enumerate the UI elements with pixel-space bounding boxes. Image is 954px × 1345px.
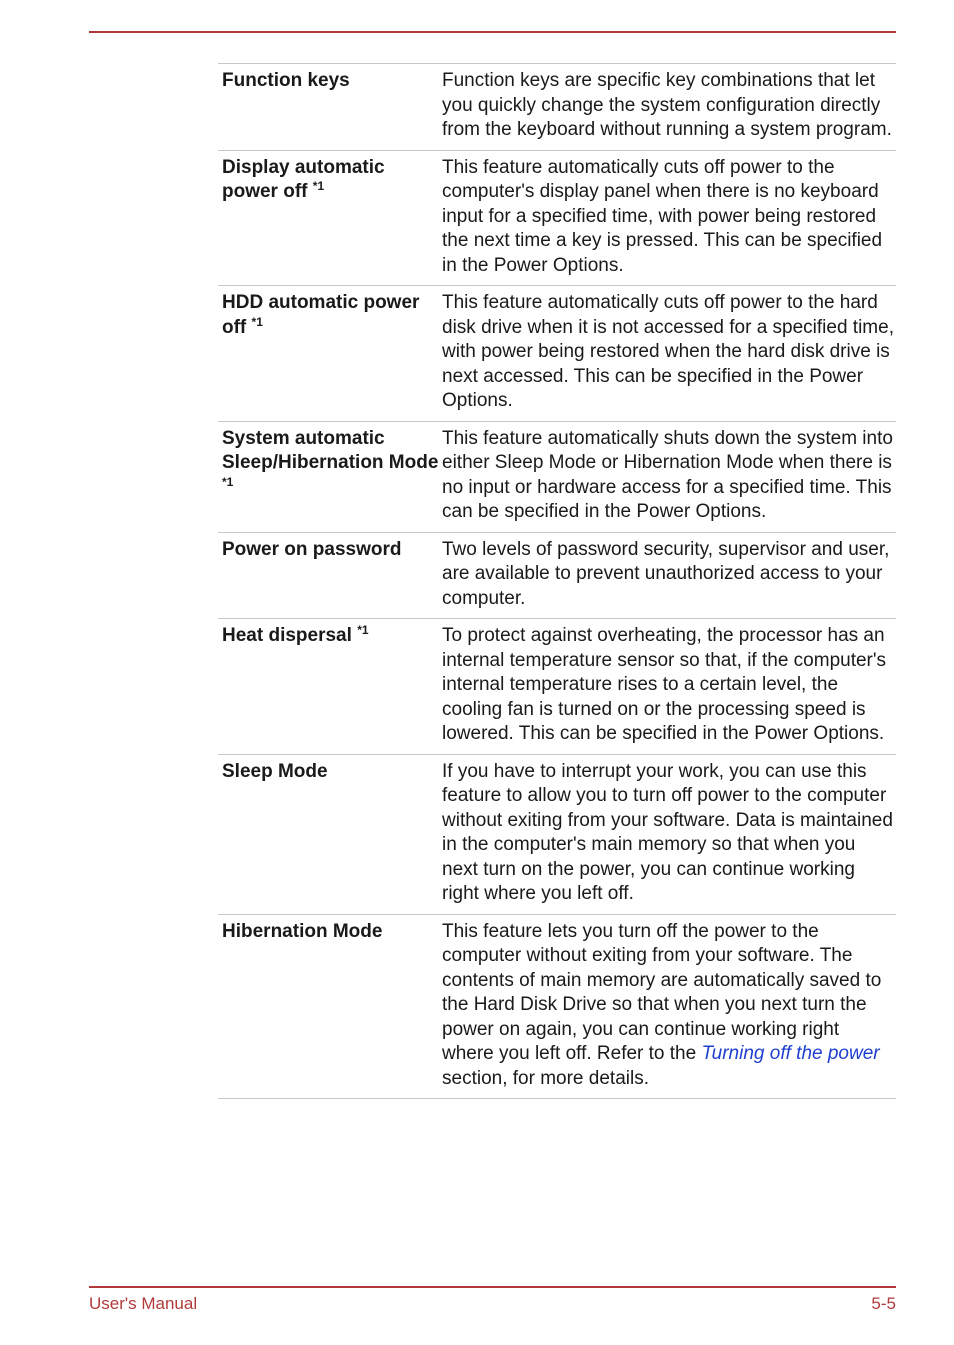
table-row: [218, 64, 896, 151]
footnote-marker: *1: [251, 314, 263, 329]
row-description: Function keys are specific key combinations that let you quickly change the system configuration directly from the keyboard without running a system program.: [442, 70, 892, 140]
term-text: Sleep Mode: [222, 760, 328, 782]
term-text: Function keys: [222, 70, 350, 91]
row-term: [218, 624, 442, 747]
row-term: [218, 69, 442, 143]
row-description: If you have to interrupt your work, you can use this feature to allow you to turn off power to the computer without exiting from your software. Data is maintained in the computer's main memory so that when you next turn on the power, you can continue working right where you left off.: [442, 760, 893, 904]
header-rule: [89, 31, 896, 33]
term-text: Hibernation Mode: [222, 920, 383, 942]
table-row: [218, 619, 896, 755]
row-description: This feature automatically shuts down the system into either Sleep Mode or Hibernation Mode when there is no input or hardware access for a specified time. This can be specified in the Power Options.: [442, 427, 893, 522]
row-term: [218, 156, 442, 279]
row-term: [218, 538, 442, 612]
footer-rule: [89, 1286, 896, 1288]
table-row: [218, 286, 896, 422]
table-row: [218, 533, 896, 620]
term-text: System automatic Sleep/Hibernation Mode: [222, 427, 439, 473]
feature-table: [218, 63, 896, 1099]
row-description: This feature automatically cuts off power to the computer's display panel when there is no keyboard input for a specified time, with power being restored the next time a key is pressed. This can be specified in the Power Options.: [442, 156, 883, 276]
table-row: [218, 422, 896, 533]
description-text: This feature lets you turn off the power to the computer without exiting from your software. The contents of main memory are automatically saved to the Hard Disk Drive so that when you next turn the power on again, you can continue working right where you left off. Refer to the: [442, 920, 882, 1064]
row-term: [218, 291, 442, 414]
table-row: [218, 151, 896, 287]
table-row: [218, 755, 896, 915]
description-text-after: section, for more details.: [442, 1067, 649, 1089]
term-text: Heat dispersal: [222, 625, 352, 646]
term-text: Display automatic power off: [222, 156, 385, 202]
row-term: [218, 427, 442, 525]
footnote-marker: *1: [222, 474, 234, 489]
term-text: HDD automatic power off: [222, 292, 420, 338]
row-description: Two levels of password security, supervisor and user, are available to prevent unauthorized access to your computer.: [442, 538, 890, 609]
table-row: [218, 915, 896, 1100]
footer-page-number: 5-5: [871, 1294, 896, 1313]
row-description: To protect against overheating, the processor has an internal temperature sensor so that, if the computer's internal temperature rises to a certain level, the cooling fan is turned on or the processing speed is lowered. This can be specified in the Power Options.: [442, 625, 887, 744]
turning-off-power-link[interactable]: Turning off the power: [701, 1043, 880, 1064]
footer-manual-title: User's Manual: [89, 1294, 198, 1313]
footnote-marker: *1: [357, 623, 369, 637]
row-description: [442, 920, 896, 1092]
row-term: [218, 920, 442, 1092]
term-text: Power on password: [222, 538, 402, 560]
row-term: [218, 760, 442, 907]
footnote-marker: *1: [312, 179, 325, 193]
row-description: This feature automatically cuts off power to the hard disk drive when it is not accessed for a specified time, with power being restored when the hard disk drive is next accessed. This can be specified in the Power Options.: [442, 292, 894, 411]
